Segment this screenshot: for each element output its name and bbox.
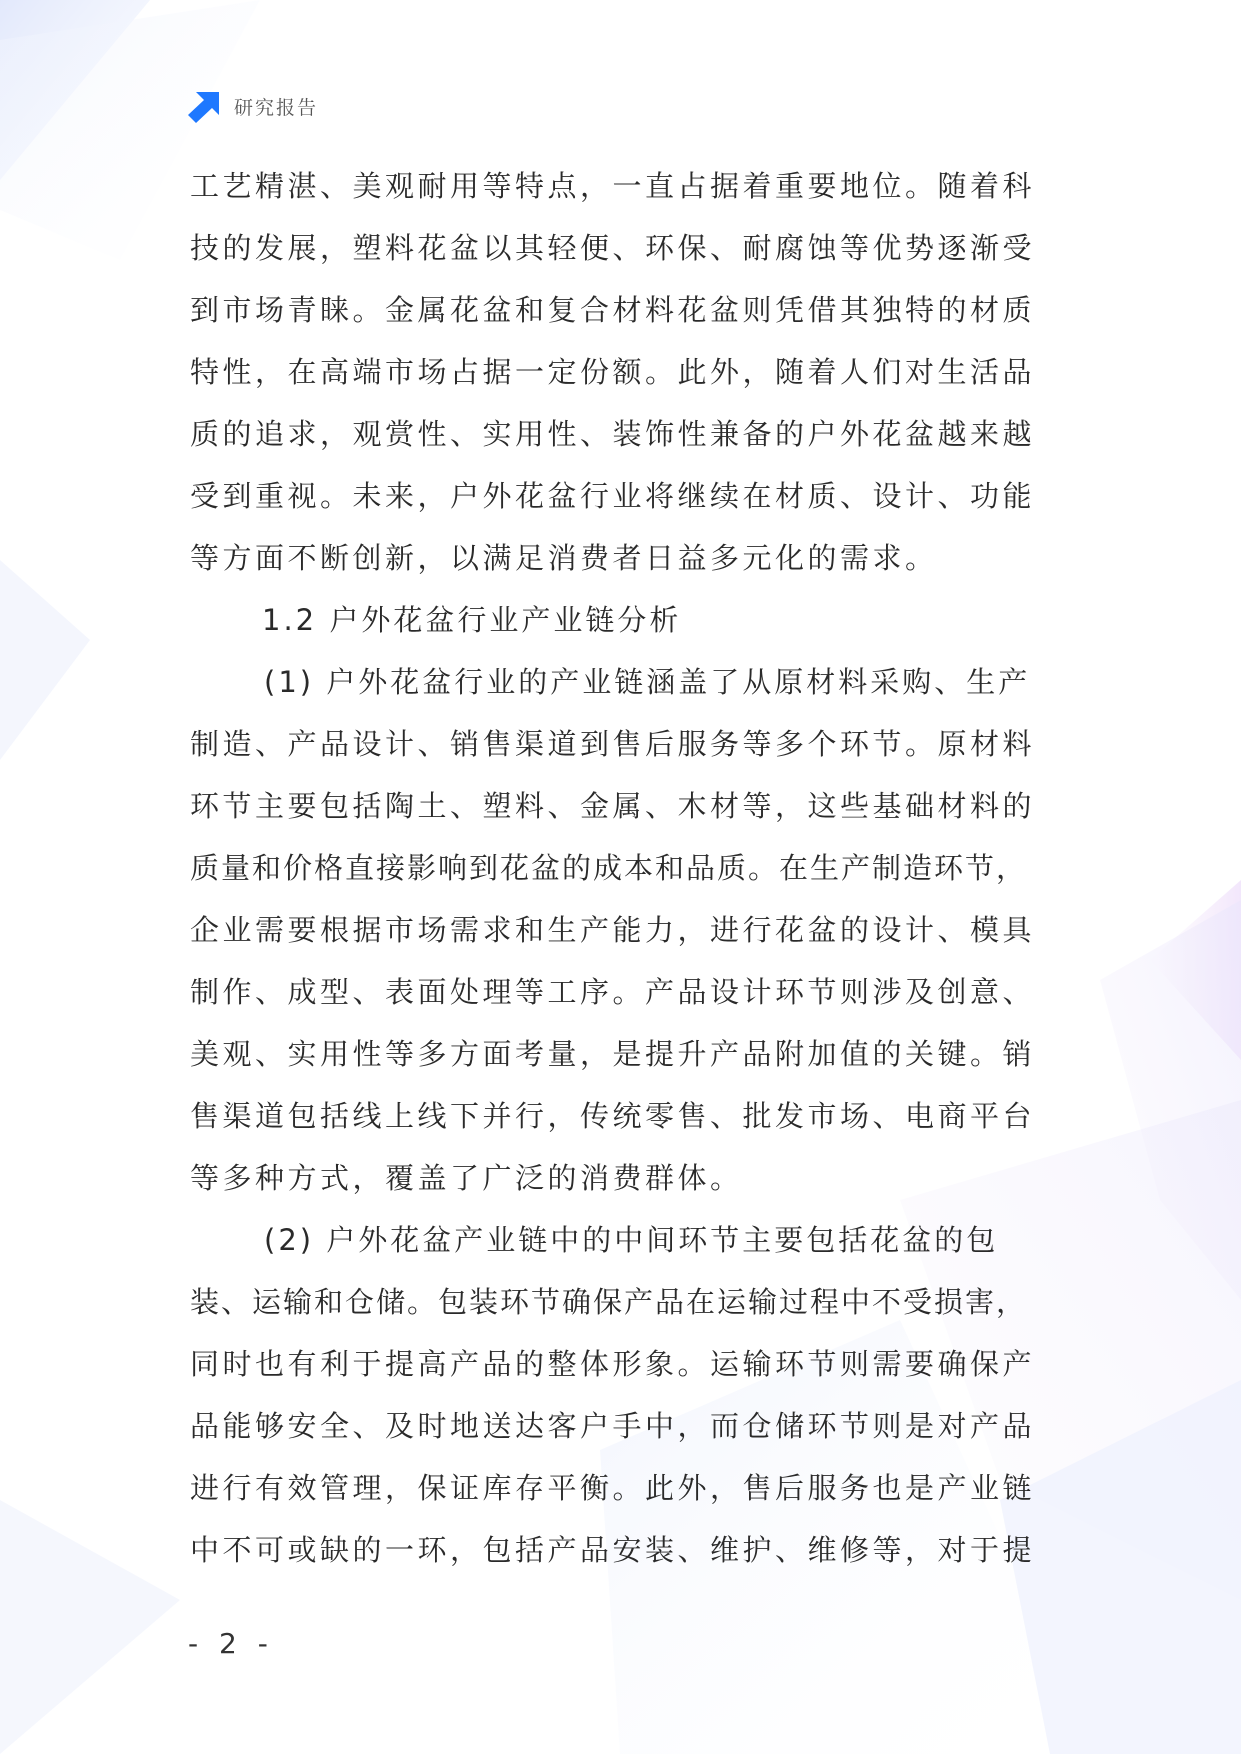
text-line: 特性，在高端市场占据一定份额。此外，随着人们对生活品 xyxy=(190,355,1036,389)
arrow-up-right-icon xyxy=(188,89,222,123)
report-header xyxy=(188,88,318,124)
text-line: 受到重视。未来，户外花盆行业将继续在材质、设计、功能 xyxy=(190,479,1036,513)
document-body xyxy=(190,155,1070,1581)
page-number: - 2 - xyxy=(188,1627,274,1660)
text-line: 中不可或缺的一环，包括产品安装、维护、维修等，对于提 xyxy=(190,1533,1036,1567)
text-line: 企业需要根据市场需求和生产能力，进行花盆的设计、模具 xyxy=(190,913,1036,947)
text-line: 质量和价格直接影响到花盆的成本和品质。在生产制造环节， xyxy=(190,851,1028,885)
text-line: 环节主要包括陶土、塑料、金属、木材等，这些基础材料的 xyxy=(190,789,1036,823)
text-line: 质的追求，观赏性、实用性、装饰性兼备的户外花盆越来越 xyxy=(190,417,1036,451)
text-line: 制作、成型、表面处理等工序。产品设计环节则涉及创意、 xyxy=(190,975,1036,1009)
text-line: (1) 户外花盆行业的产业链涵盖了从原材料采购、生产 xyxy=(264,665,1031,699)
header-title: 研究报告 xyxy=(234,96,319,119)
text-line: 美观、实用性等多方面考量，是提升产品附加值的关键。销 xyxy=(190,1037,1036,1071)
text-line: 同时也有利于提高产品的整体形象。运输环节则需要确保产 xyxy=(190,1347,1036,1381)
text-line: 售渠道包括线上线下并行，传统零售、批发市场、电商平台 xyxy=(190,1099,1036,1133)
text-line: 品能够安全、及时地送达客户手中，而仓储环节则是对产品 xyxy=(190,1409,1036,1443)
text-line: 进行有效管理，保证库存平衡。此外，售后服务也是产业链 xyxy=(190,1471,1036,1505)
text-line: 工艺精湛、美观耐用等特点，一直占据着重要地位。随着科 xyxy=(190,169,1036,203)
text-line: (2) 户外花盆产业链中的中间环节主要包括花盆的包 xyxy=(264,1223,999,1257)
section-heading: 1.2 户外花盆行业产业链分析 xyxy=(262,603,682,637)
text-line: 装、运输和仓储。包装环节确保产品在运输过程中不受损害， xyxy=(190,1285,1028,1319)
text-line: 技的发展，塑料花盆以其轻便、环保、耐腐蚀等优势逐渐受 xyxy=(190,231,1036,265)
text-line: 等方面不断创新，以满足消费者日益多元化的需求。 xyxy=(190,541,938,575)
text-line: 等多种方式，覆盖了广泛的消费群体。 xyxy=(190,1161,743,1195)
text-line: 制造、产品设计、销售渠道到售后服务等多个环节。原材料 xyxy=(190,727,1036,761)
text-line: 到市场青睐。金属花盆和复合材料花盆则凭借其独特的材质 xyxy=(190,293,1036,327)
